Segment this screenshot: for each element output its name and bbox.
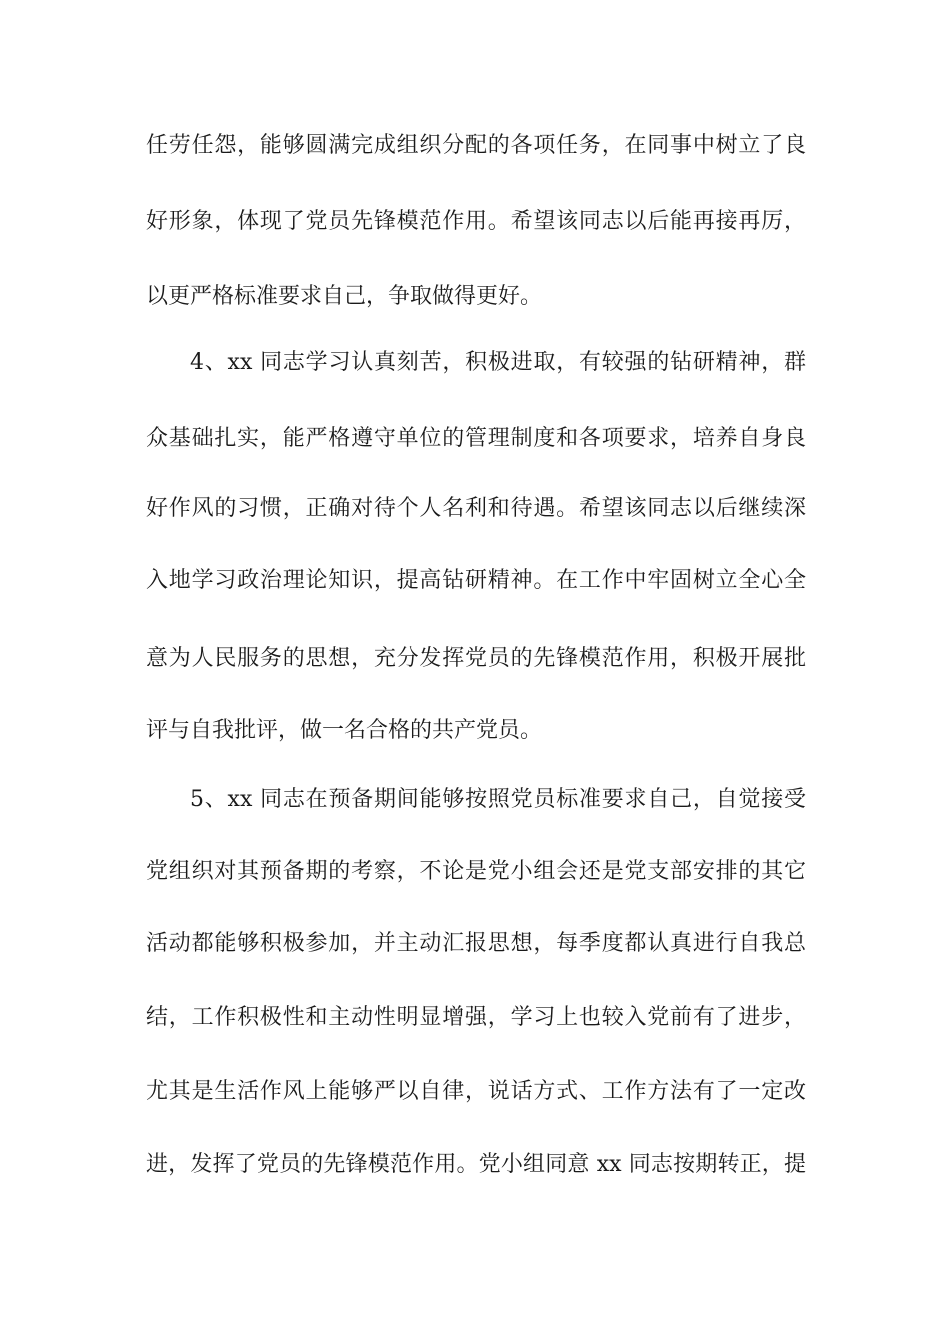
paragraph-4-first-line: 4、xx 同志学习认真刻苦，积极进取，有较强的钻研精神，群 — [190, 350, 806, 375]
text-line: 评与自我批评，做一名合格的共产党员。 — [146, 718, 543, 743]
text-line: 活动都能够积极参加，并主动汇报思想，每季度都认真进行自我总 — [146, 931, 806, 956]
text-line: 意为人民服务的思想，充分发挥党员的先锋模范作用，积极开展批 — [146, 646, 806, 671]
text-line: 结，工作积极性和主动性明显增强，学习上也较入党前有了进步， — [146, 1005, 806, 1030]
text-line: 以更严格标准要求自己，争取做得更好。 — [146, 284, 543, 309]
text-line: 任劳任怨，能够圆满完成组织分配的各项任务，在同事中树立了良 — [146, 133, 806, 158]
text-line: 入地学习政治理论知识，提高钻研精神。在工作中牢固树立全心全 — [146, 568, 806, 593]
text-line: 众基础扎实，能严格遵守单位的管理制度和各项要求，培养自身良 — [146, 426, 806, 451]
text-line: 党组织对其预备期的考察，不论是党小组会还是党支部安排的其它 — [146, 859, 806, 884]
text-line: 好形象，体现了党员先锋模范作用。希望该同志以后能再接再厉， — [146, 209, 806, 234]
paragraph-5-first-line: 5、xx 同志在预备期间能够按照党员标准要求自己，自觉接受 — [190, 787, 806, 812]
text-line: 尤其是生活作风上能够严以自律，说话方式、工作方法有了一定改 — [146, 1079, 806, 1104]
text-line: 进，发挥了党员的先锋模范作用。党小组同意 xx 同志按期转正，提 — [146, 1152, 806, 1177]
text-line: 好作风的习惯，正确对待个人名利和待遇。希望该同志以后继续深 — [146, 496, 806, 521]
